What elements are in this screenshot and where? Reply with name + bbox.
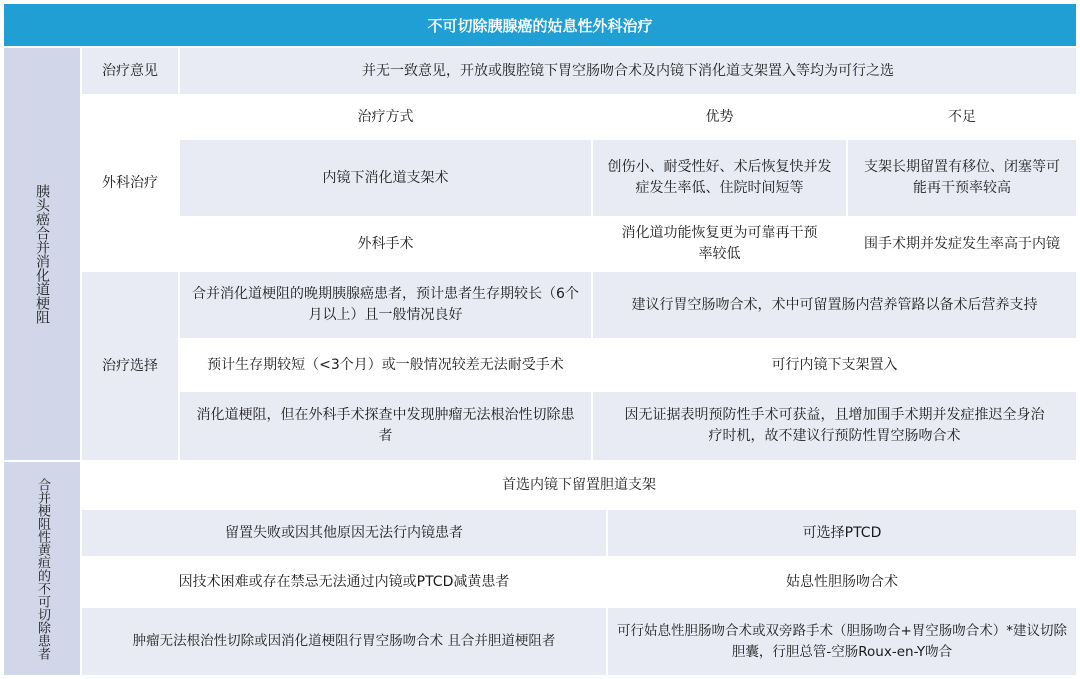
table-title: 不可切除胰腺癌的姑息性外科治疗 [4, 4, 1076, 46]
table-cell: 可行内镜下支架置入 [593, 340, 1076, 390]
header-method: 治疗方式 [180, 96, 591, 138]
opinion-text: 并无一致意见，开放或腹腔镜下胃空肠吻合术及内镜下消化道支架置入等均为可行之选 [180, 48, 1076, 94]
table-cell: 创伤小、耐受性好、术后恢复快并发症发生率低、住院时间短等 [593, 140, 846, 216]
choice-label: 治疗选择 [82, 272, 178, 460]
table-cell: 留置失败或因其他原因无法行内镜患者 [82, 510, 606, 556]
table-cell: 内镜下消化道支架术 [180, 140, 591, 216]
table-cell: 消化道梗阻，但在外科手术探查中发现肿瘤无法根治性切除患者 [180, 392, 591, 460]
first-choice: 首选内镜下留置胆道支架 [82, 462, 1076, 508]
table-cell: 外科手术 [180, 218, 591, 270]
header-disadvantage: 不足 [848, 96, 1076, 138]
table-cell: 围手术期并发症发生率高于内镜 [848, 218, 1076, 270]
table-cell: 建议行胃空肠吻合术，术中可留置肠内营养管路以备术后营养支持 [593, 272, 1076, 338]
section1-label: 胰头癌合并消化道梗阻 [4, 48, 80, 460]
table-cell: 合并消化道梗阻的晚期胰腺癌患者，预计患者生存期较长（6个月以上）且一般情况良好 [180, 272, 591, 338]
table-cell: 预计生存期较短（<3个月）或一般情况较差无法耐受手术 [180, 340, 591, 390]
surgery-label: 外科治疗 [82, 96, 178, 270]
table-cell: 因无证据表明预防性手术可获益，且增加围手术期并发症推迟全身治疗时机，故不建议行预防性胃空肠吻合术 [593, 392, 1076, 460]
table-cell: 姑息性胆肠吻合术 [608, 558, 1076, 606]
table-cell: 因技术困难或存在禁忌无法通过内镜或PTCD减黄患者 [82, 558, 606, 606]
section2-label: 合并梗阻性黄疸的不可切除患者 [4, 462, 80, 675]
table-cell: 可选择PTCD [608, 510, 1076, 556]
table-cell: 消化道功能恢复更为可靠再干预率较低 [593, 218, 846, 270]
table-cell: 肿瘤无法根治性切除或因消化道梗阻行胃空肠吻合术 且合并胆道梗阻者 [82, 608, 606, 675]
header-advantage: 优势 [593, 96, 846, 138]
table-cell: 支架长期留置有移位、闭塞等可能再干预率较高 [848, 140, 1076, 216]
opinion-label: 治疗意见 [82, 48, 178, 94]
table-cell: 可行姑息性胆肠吻合术或双旁路手术（胆肠吻合+胃空肠吻合术）*建议切除胆囊，行胆总管-空肠Roux-en-Y吻合 [608, 608, 1076, 675]
